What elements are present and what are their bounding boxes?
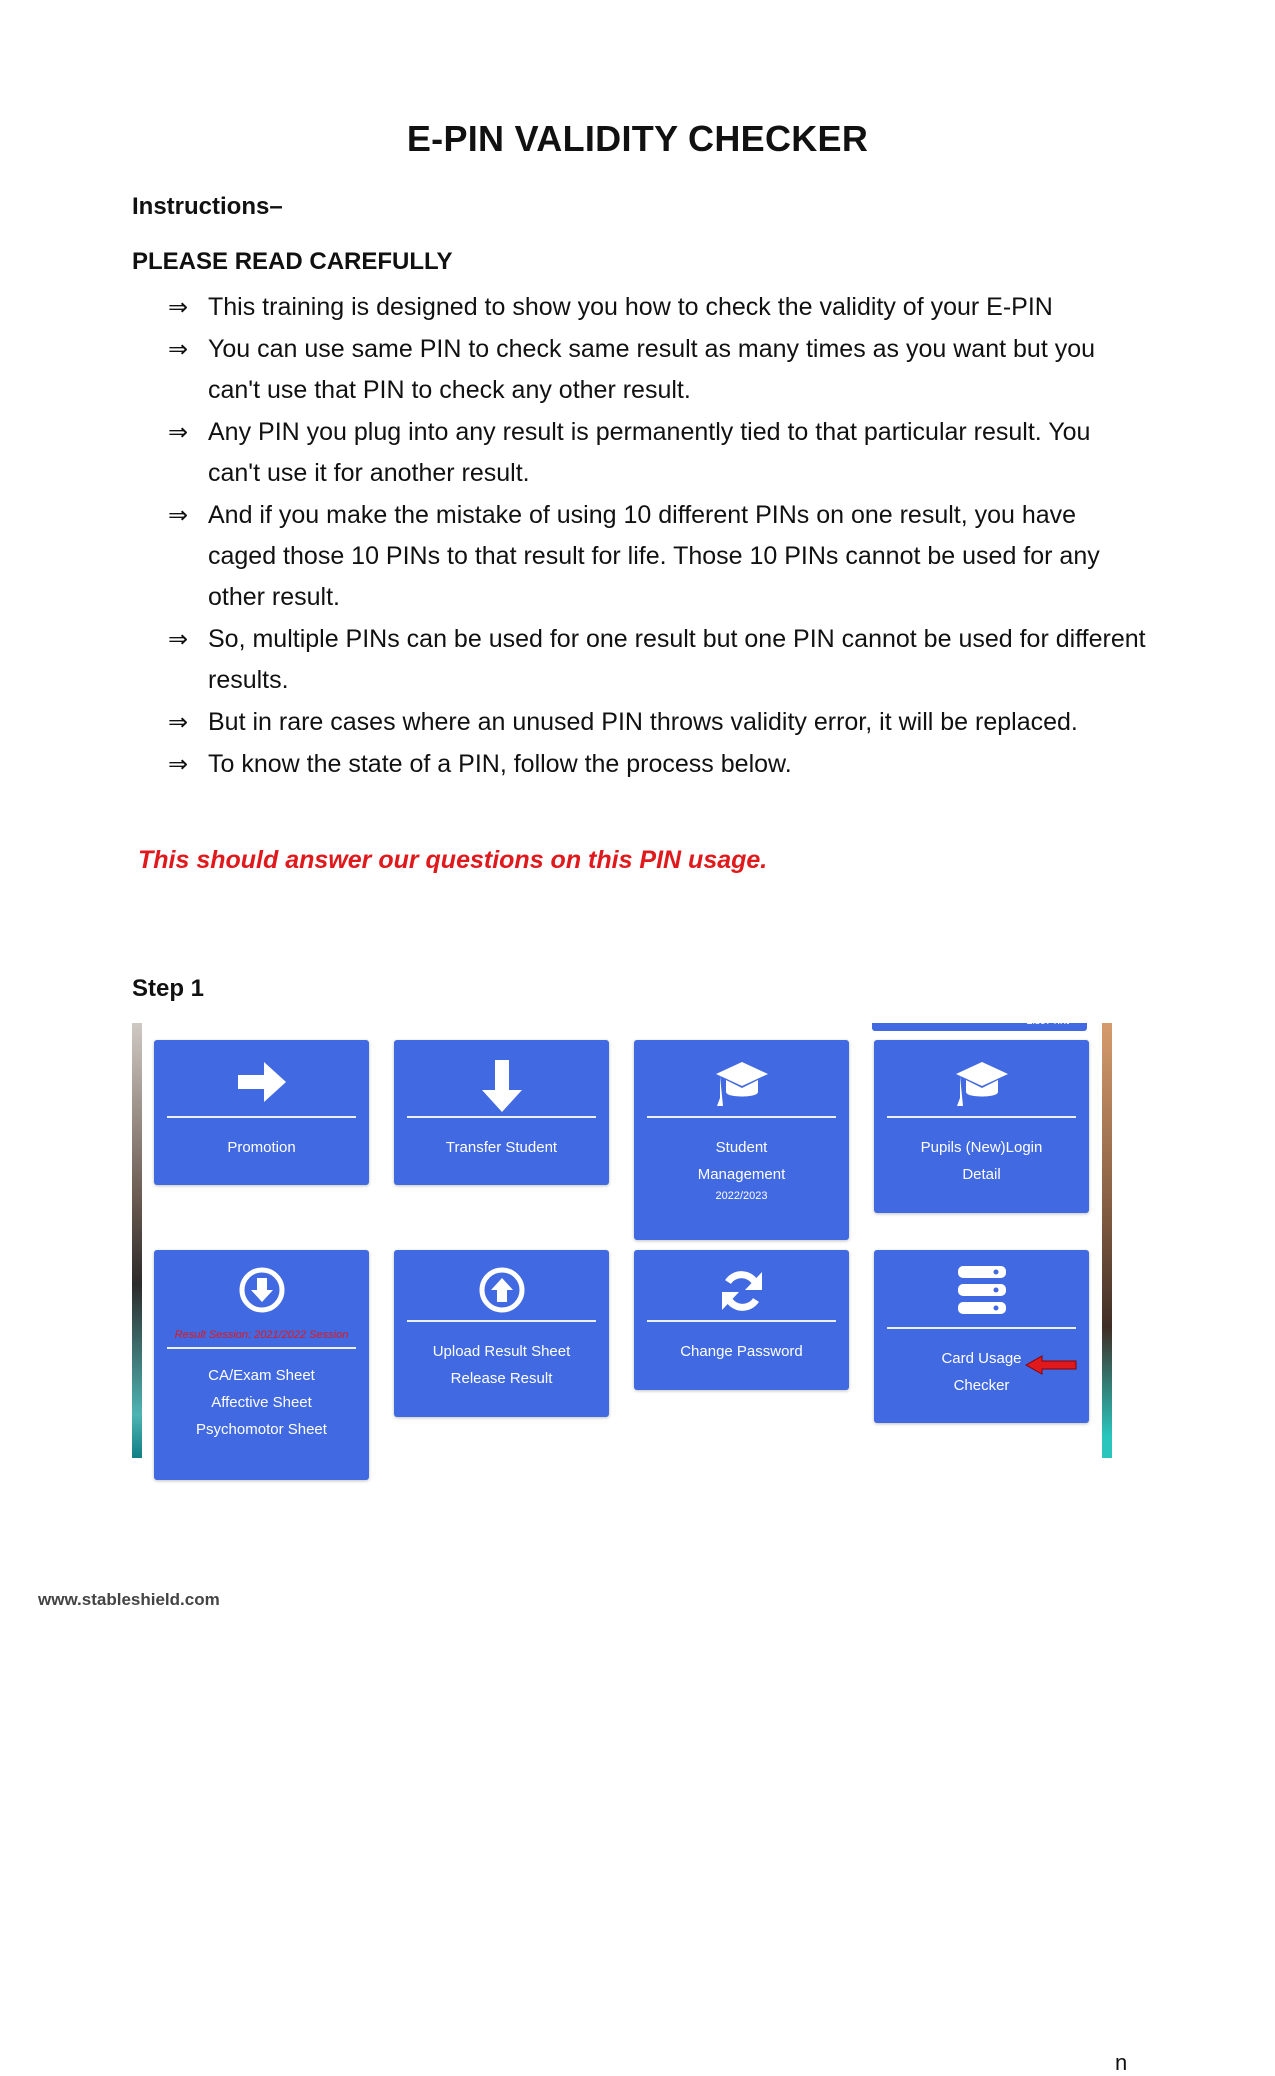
implies-arrow-icon: ⇒ <box>168 336 189 363</box>
stray-text: n <box>1115 2050 1128 2075</box>
tile-label: Student Management 2022/2023 <box>634 1134 849 1204</box>
implies-arrow-icon: ⇒ <box>168 709 189 736</box>
tile-upload-result[interactable] <box>394 1250 609 1417</box>
tile-label: Change Password <box>680 1343 803 1360</box>
dashboard-screenshot <box>132 1015 1128 2075</box>
tile-label: Transfer Student <box>445 1139 558 1156</box>
refresh-icon <box>634 1266 849 1321</box>
step-label: Step 1 <box>132 975 205 1002</box>
tile-label: Pupils (New)Login Detail <box>920 1139 1043 1183</box>
divider <box>407 1320 596 1322</box>
read-carefully-heading: PLEASE READ CAREFULLY <box>132 248 453 275</box>
upload-circle-icon <box>394 1266 609 1319</box>
tile-list-print[interactable] <box>872 1015 1087 1031</box>
tile-pupils-login[interactable] <box>874 1040 1089 1213</box>
list-item: ⇒ But in rare cases where an unused PIN throws validity error, it will be replaced. <box>168 702 1148 743</box>
tile-card-usage-checker[interactable] <box>874 1250 1089 1423</box>
divider <box>647 1116 836 1118</box>
implies-arrow-icon: ⇒ <box>168 751 189 778</box>
arrow-down-icon <box>394 1058 609 1119</box>
background-edge-left <box>132 1023 142 1458</box>
page-title: E-PIN VALIDITY CHECKER <box>406 118 869 159</box>
list-item: ⇒ You can use same PIN to check same result as many times as you want but you can't use that PIN to check any other result. <box>168 329 1148 411</box>
footer-website: www.stableshield.com <box>38 1590 220 1609</box>
implies-arrow-icon: ⇒ <box>168 626 189 653</box>
server-icon <box>874 1264 1089 1321</box>
tile-label: Card Usage Checker <box>941 1350 1022 1394</box>
graduation-cap-icon <box>874 1058 1089 1113</box>
tile-label: Promotion <box>227 1139 296 1156</box>
pin-usage-note: This should answer our questions on this PIN usage. <box>138 846 768 874</box>
background-edge-right <box>1102 1023 1112 1458</box>
divider <box>167 1347 356 1349</box>
list-item: ⇒ To know the state of a PIN, follow the process below. <box>168 744 1148 785</box>
list-item: ⇒ So, multiple PINs can be used for one result but one PIN cannot be used for different results. <box>168 619 1148 701</box>
result-session-note: Result Session: 2021/2022 Session <box>174 1329 349 1341</box>
session-text: 2022/2023 <box>715 1190 768 1202</box>
list-item: ⇒ This training is designed to show you how to check the validity of your E-PIN <box>168 287 1148 328</box>
divider <box>647 1320 836 1322</box>
download-circle-icon <box>154 1266 369 1319</box>
list-item: ⇒ And if you make the mistake of using 10 different PINs on one result, you have caged those 10 PINs to that result for life. Those 10 PINs cannot be used for any other result. <box>168 495 1148 618</box>
implies-arrow-icon: ⇒ <box>168 502 189 529</box>
tile-ca-exam-sheet[interactable] <box>154 1250 369 1480</box>
divider <box>887 1116 1076 1118</box>
instructions-heading: Instructions– <box>132 193 283 220</box>
arrow-right-icon <box>154 1058 369 1111</box>
tile-label: Upload Result Sheet Release Result <box>432 1343 571 1387</box>
implies-arrow-icon: ⇒ <box>168 419 189 446</box>
divider <box>407 1116 596 1118</box>
tile-change-password[interactable] <box>634 1250 849 1390</box>
tile-transfer-student[interactable] <box>394 1040 609 1185</box>
implies-arrow-icon: ⇒ <box>168 294 189 321</box>
list-item: ⇒ Any PIN you plug into any result is permanently tied to that particular result. You can't use it for another result. <box>168 412 1148 494</box>
red-pointer-arrow-icon <box>1024 1354 1078 1376</box>
instruction-list <box>168 287 1148 786</box>
tile-label: CA/Exam Sheet Affective Sheet Psychomotor Sheet <box>196 1367 327 1438</box>
tile-promotion[interactable] <box>154 1040 369 1185</box>
divider <box>887 1327 1076 1329</box>
tile-student-management[interactable] <box>634 1040 849 1240</box>
divider <box>167 1116 356 1118</box>
tile-label: List/Print <box>1026 1015 1069 1027</box>
graduation-cap-icon <box>634 1058 849 1113</box>
